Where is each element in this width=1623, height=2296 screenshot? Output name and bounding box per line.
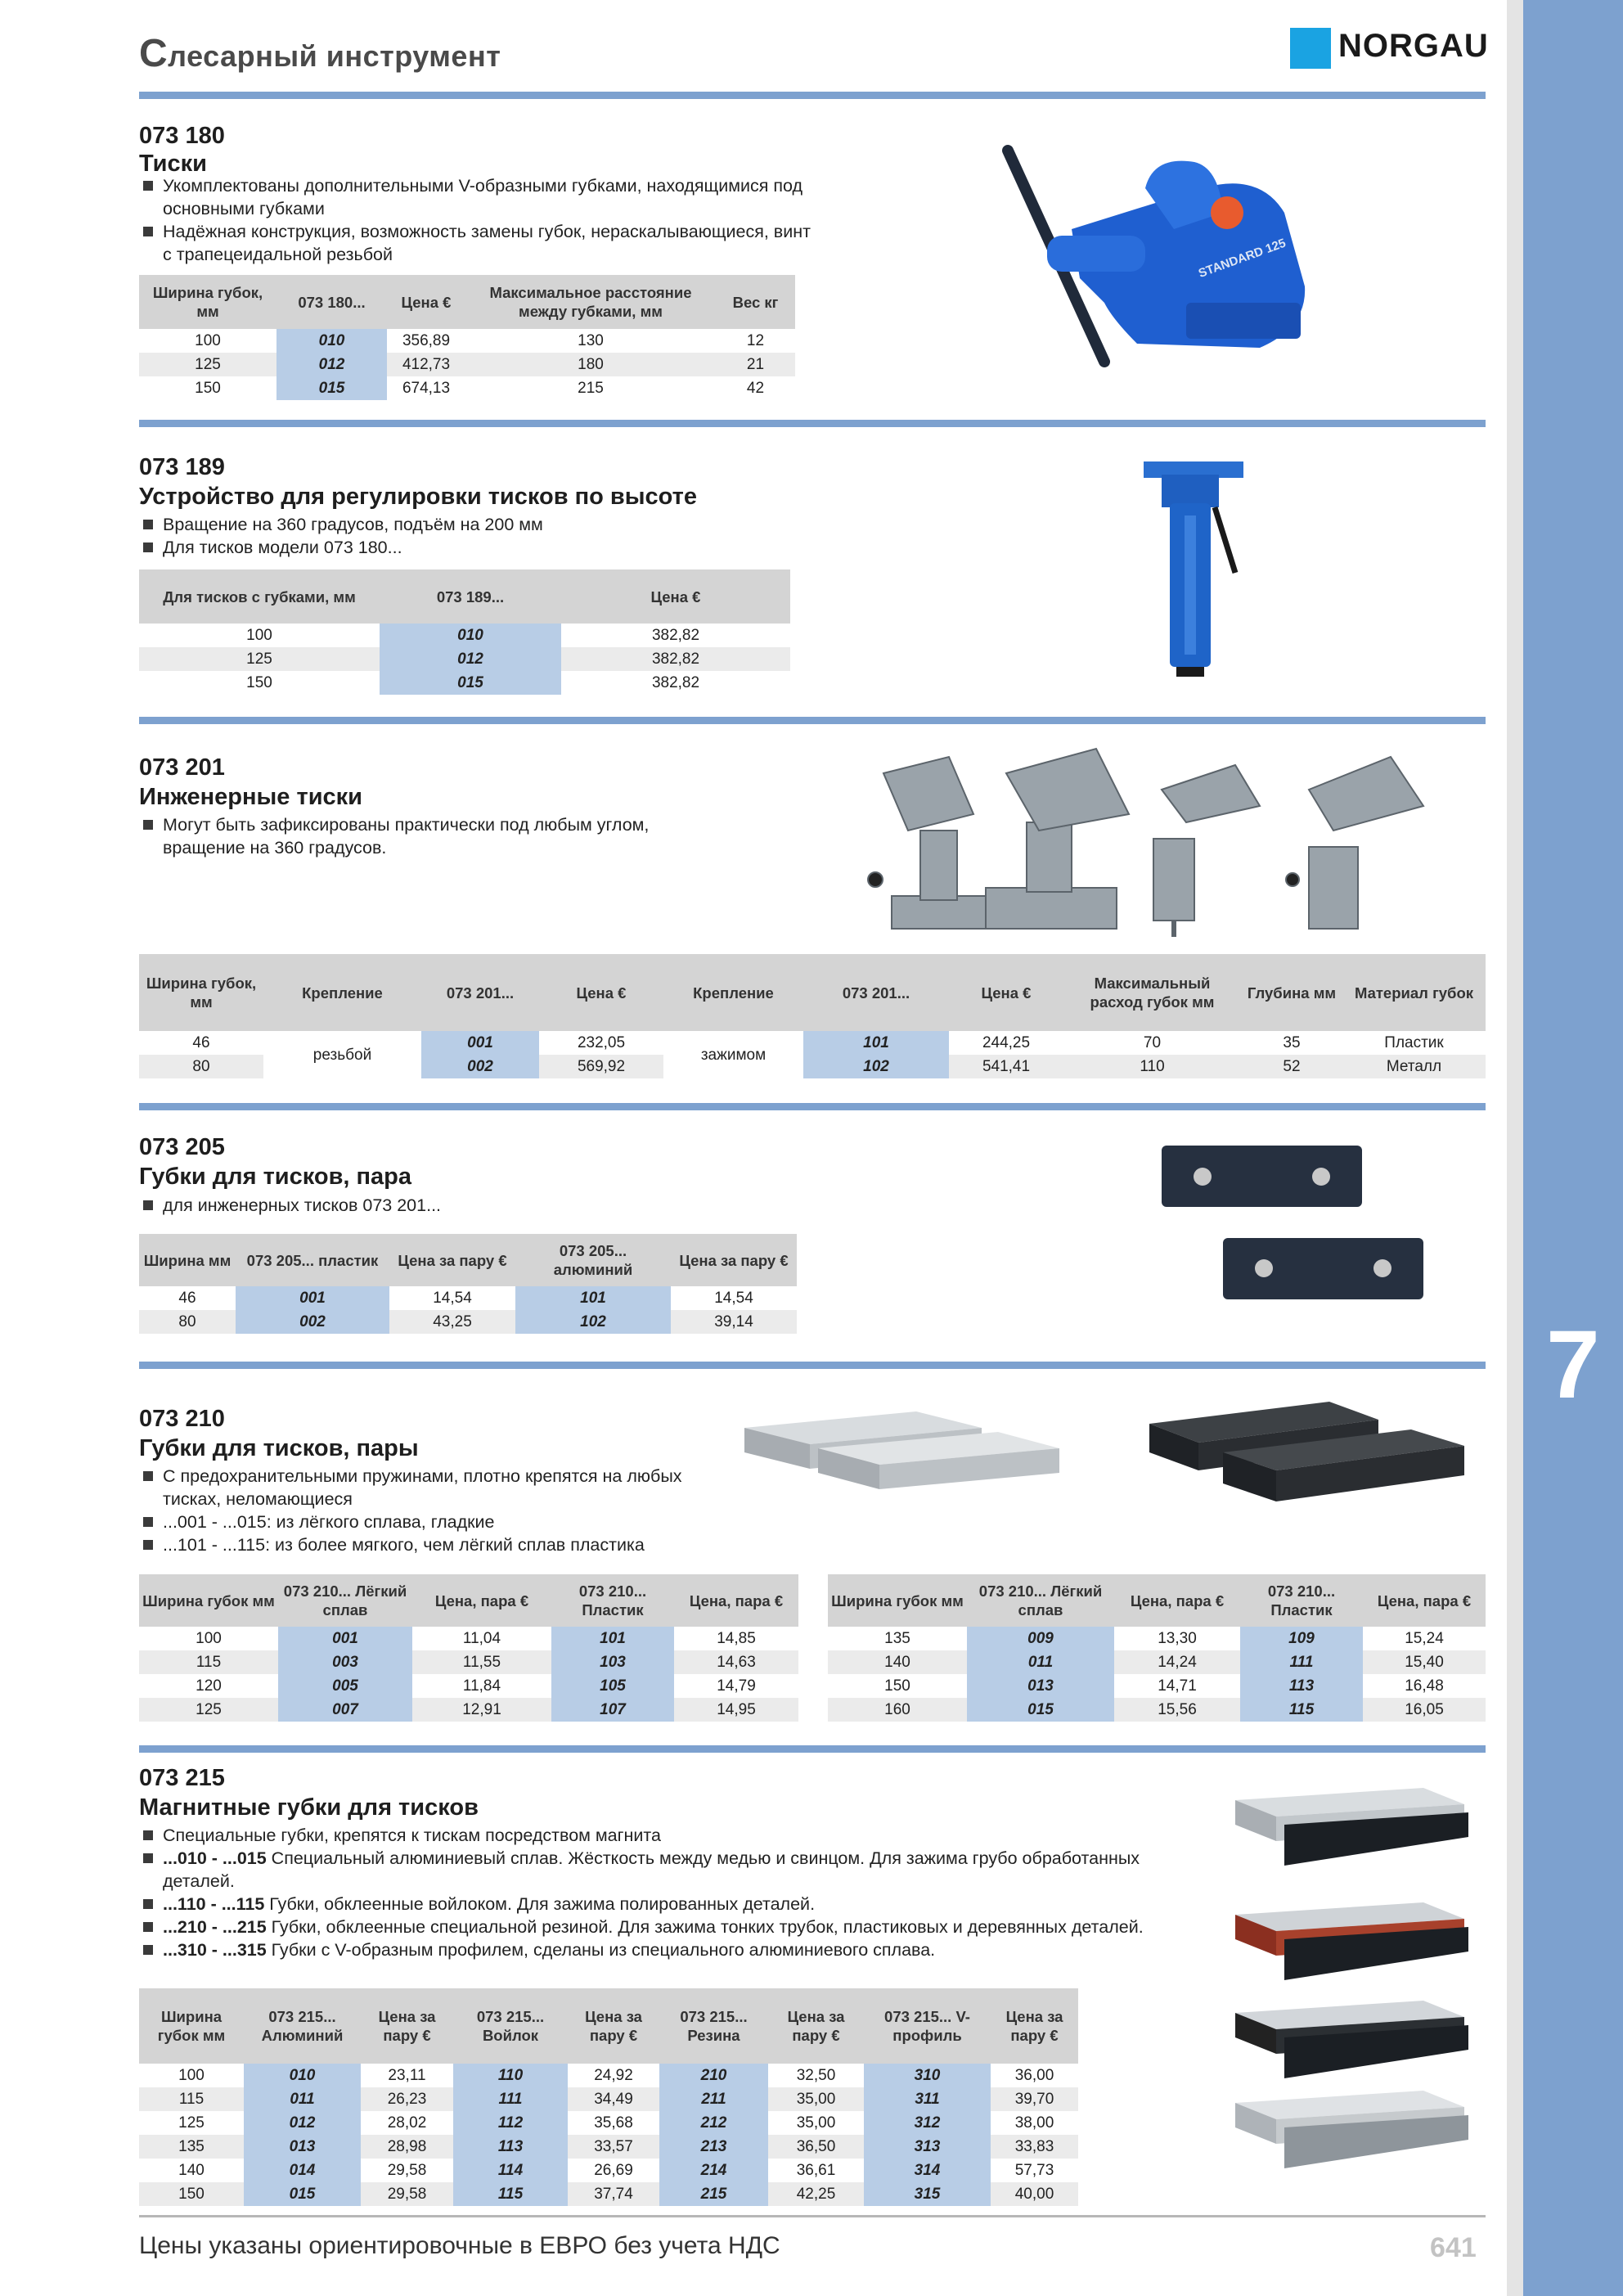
- price-table-073215: [139, 1988, 1078, 2206]
- table-row: [139, 2064, 1078, 2087]
- feature-item: ...001 - ...015: из лёгкого сплава, гладкие: [141, 1510, 713, 1533]
- section-divider: [139, 92, 1486, 99]
- vise-image: [998, 139, 1309, 376]
- footer-note: Цены указаны ориентировочные в ЕВРО без учета НДС: [139, 2232, 780, 2259]
- cell: Металл: [1342, 1055, 1486, 1078]
- table-row: [139, 2111, 1078, 2135]
- article-cell: 103: [551, 1650, 674, 1674]
- feature-range: ...110 - ...115: [163, 1894, 265, 1914]
- price-cell: 14,71: [1158, 1677, 1197, 1695]
- price-cell: 33,57: [568, 2135, 659, 2159]
- page-title-rest: лесарный инструмент: [168, 39, 501, 73]
- cell: 115: [139, 2087, 244, 2111]
- article-cell: 113: [453, 2135, 568, 2159]
- article-cell: 214: [659, 2159, 768, 2182]
- product-code-073201: 073 201: [139, 754, 225, 781]
- col-header: Цена €: [949, 954, 1063, 1031]
- article-cell: 007: [278, 1698, 412, 1722]
- col-header: Крепление: [263, 954, 421, 1031]
- table-row: [139, 671, 790, 695]
- section-divider: [139, 1745, 1486, 1753]
- price-cell: 11,84: [462, 1677, 501, 1695]
- col-header: 073 215... Войлок: [453, 1988, 568, 2064]
- col-header: Цена за пару €: [671, 1234, 797, 1286]
- table-row: [139, 353, 795, 376]
- article-cell: 311: [864, 2087, 991, 2111]
- article-cell: 010: [380, 624, 561, 647]
- price-cell: 674,13: [402, 380, 451, 397]
- footer-divider: [139, 2215, 1486, 2217]
- table-body: [139, 2064, 1078, 2206]
- cell: 100: [196, 1630, 222, 1647]
- col-header: 073 210... Пластик: [551, 1574, 674, 1627]
- price-cell: 12,91: [412, 1698, 551, 1722]
- product-title-engineering-vise: Инженерные тиски: [139, 784, 362, 810]
- price-cell: 541,41: [949, 1055, 1063, 1078]
- article-cell: 215: [659, 2182, 768, 2206]
- col-header: Цена, пара €: [674, 1574, 798, 1627]
- feature-item: Укомплектованы дополнительными V-образными губками, находящимися под основными губками: [141, 174, 820, 220]
- cell: 180: [465, 353, 716, 376]
- jaws-plastic-image: [1141, 1395, 1477, 1518]
- article-cell: 015: [244, 2182, 361, 2206]
- price-cell: 15,24: [1405, 1630, 1444, 1647]
- table-header-row: [139, 1234, 797, 1286]
- feature-list-073189: [141, 513, 820, 559]
- col-header: 073 201...: [803, 954, 949, 1031]
- feature-list-073201: [141, 813, 681, 859]
- price-table-073210-left: [139, 1574, 798, 1722]
- magnetic-jaws-images: [1227, 1784, 1477, 2168]
- price-cell: 26,23: [361, 2087, 453, 2111]
- price-cell: 32,50: [796, 2067, 836, 2084]
- article-cell: 110: [453, 2064, 568, 2087]
- price-cell: 29,58: [387, 2162, 427, 2179]
- feature-text: Губки, обклеенные войлоком. Для зажима полированных деталей.: [264, 1894, 816, 1914]
- table-row: [139, 1286, 797, 1310]
- feature-range: ...010 - ...015: [163, 1848, 267, 1868]
- cell: 115: [139, 1650, 278, 1674]
- table-header-row: [139, 275, 795, 329]
- price-cell: 11,04: [462, 1630, 501, 1647]
- cell: 21: [716, 353, 795, 376]
- article-cell: 210: [659, 2064, 768, 2087]
- col-header: 073 210... Лёгкий сплав: [278, 1574, 412, 1627]
- article-cell: 011: [967, 1650, 1114, 1674]
- feature-item: [141, 1916, 1180, 1938]
- article-cell: 015: [380, 671, 561, 695]
- article-cell: 009: [967, 1627, 1114, 1650]
- col-header: 073 189...: [380, 569, 561, 624]
- price-table-073180: [139, 275, 795, 400]
- col-header: 073 210... Пластик: [1240, 1574, 1363, 1627]
- feature-item: [141, 1847, 1180, 1893]
- col-header: Ширина губок, мм: [139, 275, 276, 329]
- feature-list-073210: [141, 1465, 713, 1556]
- article-cell: 310: [864, 2064, 991, 2087]
- cell: 80: [139, 1310, 236, 1334]
- cell: 100: [195, 332, 221, 349]
- product-code-073189: 073 189: [139, 454, 225, 480]
- section-divider: [139, 420, 1486, 427]
- col-header: 073 215... V-профиль: [864, 1988, 991, 2064]
- section-divider: [139, 717, 1486, 724]
- product-code-073215: 073 215: [139, 1765, 225, 1791]
- cell: 70: [1143, 1034, 1162, 1051]
- article-cell: 001: [278, 1627, 412, 1650]
- col-header: Ширина губок мм: [828, 1574, 967, 1627]
- article-cell: 005: [278, 1674, 412, 1698]
- col-header: Цена за пару €: [768, 1988, 864, 2064]
- col-header: Глубина мм: [1241, 954, 1342, 1031]
- article-cell: 115: [1240, 1698, 1363, 1722]
- feature-text: Специальные губки, крепятся к тискам посредством магнита: [163, 1826, 661, 1845]
- feature-item: Вращение на 360 градусов, подъём на 200 мм: [141, 513, 820, 536]
- price-cell: 13,30: [1158, 1630, 1197, 1647]
- table-row: [139, 2182, 1078, 2206]
- cell: 135: [139, 2135, 244, 2159]
- price-cell: 28,02: [387, 2114, 427, 2132]
- price-cell: 36,61: [796, 2162, 836, 2179]
- article-cell: 101: [515, 1286, 671, 1310]
- col-header: Цена за пару €: [389, 1234, 515, 1286]
- cell: 125: [178, 2114, 205, 2132]
- price-cell: 14,54: [714, 1290, 753, 1307]
- cell: 150: [884, 1677, 910, 1695]
- cell: 150: [195, 380, 221, 397]
- product-title-magnetic-jaws: Магнитные губки для тисков: [139, 1794, 479, 1821]
- cell: 130: [578, 332, 604, 349]
- article-cell: 003: [278, 1650, 412, 1674]
- price-cell: 26,69: [594, 2162, 633, 2179]
- article-cell: 109: [1240, 1627, 1363, 1650]
- side-band-grey: [1507, 0, 1523, 2296]
- article-cell: 211: [659, 2087, 768, 2111]
- col-header: Цена, пара €: [1114, 1574, 1240, 1627]
- price-cell: 14,95: [674, 1698, 798, 1722]
- article-cell: 314: [864, 2159, 991, 2182]
- price-cell: 244,25: [982, 1034, 1031, 1051]
- cell: 125: [139, 353, 276, 376]
- article-cell: 002: [236, 1310, 389, 1334]
- article-cell: 313: [864, 2135, 991, 2159]
- col-header: Ширина губок, мм: [139, 954, 263, 1031]
- price-cell: 15,40: [1363, 1650, 1486, 1674]
- article-cell: 213: [659, 2135, 768, 2159]
- article-cell: 012: [380, 647, 561, 671]
- vise-model-label: STANDARD 125: [1196, 236, 1288, 281]
- col-header: Цена за пару €: [361, 1988, 453, 2064]
- table-row: [139, 647, 790, 671]
- article-cell: 013: [967, 1674, 1114, 1698]
- article-cell: 102: [803, 1055, 949, 1078]
- col-header: 073 210... Лёгкий сплав: [967, 1574, 1114, 1627]
- col-header: Цена за пару €: [568, 1988, 659, 2064]
- feature-item: Надёжная конструкция, возможность замены губок, нераскалывающиеся, винт с трапецеидальной резьбой: [141, 220, 820, 266]
- price-cell: 232,05: [577, 1034, 626, 1051]
- price-cell: 39,70: [991, 2087, 1078, 2111]
- chapter-number: 7: [1546, 1311, 1600, 1419]
- price-cell: 14,63: [674, 1650, 798, 1674]
- article-cell: 113: [1240, 1674, 1363, 1698]
- article-cell: 001: [421, 1031, 539, 1055]
- cell: 42: [746, 380, 765, 397]
- price-cell: 14,85: [717, 1630, 756, 1647]
- price-cell: 356,89: [402, 332, 451, 349]
- feature-text: Губки, обклеенные специальной резиной. Для зажима тонких трубок, пластиковых и деревянных деталей.: [266, 1917, 1144, 1937]
- product-title-jaws-pairs: Губки для тисков, пары: [139, 1435, 419, 1461]
- col-header: Ширина губок мм: [139, 1574, 278, 1627]
- col-header: Цена €: [539, 954, 663, 1031]
- cell: 52: [1241, 1055, 1342, 1078]
- feature-item: С предохранительными пружинами, плотно крепятся на любых тисках, неломающиеся: [141, 1465, 713, 1510]
- price-cell: 24,92: [594, 2067, 633, 2084]
- col-header: 073 180...: [276, 275, 387, 329]
- table-row: [139, 1650, 798, 1674]
- table-row: [139, 1031, 1486, 1055]
- price-cell: 34,49: [568, 2087, 659, 2111]
- col-header: Вес кг: [716, 275, 795, 329]
- feature-text: Губки с V-образным профилем, сделаны из специального алюминиевого сплава.: [266, 1940, 936, 1960]
- col-header: Максимальный расход губок мм: [1063, 954, 1241, 1031]
- cell: 80: [139, 1055, 263, 1078]
- col-header: Цена за пару €: [991, 1988, 1078, 2064]
- article-cell: 015: [967, 1698, 1114, 1722]
- price-cell: 11,55: [412, 1650, 551, 1674]
- col-header: Для тисков с губками, мм: [139, 569, 380, 624]
- article-cell: 013: [244, 2135, 361, 2159]
- product-title-jaws-pair: Губки для тисков, пара: [139, 1164, 412, 1190]
- col-header: Максимальное расстояние между губками, мм: [465, 275, 716, 329]
- table-header-row: [828, 1574, 1486, 1627]
- article-cell: 011: [244, 2087, 361, 2111]
- article-cell: 312: [864, 2111, 991, 2135]
- price-cell: 412,73: [387, 353, 465, 376]
- engineering-vise-images: [851, 741, 1456, 941]
- table-row: [139, 1627, 798, 1650]
- price-cell: 42,25: [768, 2182, 864, 2206]
- price-cell: 29,58: [361, 2182, 453, 2206]
- price-cell: 33,83: [991, 2135, 1078, 2159]
- article-cell: 010: [244, 2064, 361, 2087]
- price-cell: 569,92: [539, 1055, 663, 1078]
- price-cell: 35,00: [768, 2087, 864, 2111]
- price-cell: 43,25: [389, 1310, 515, 1334]
- col-header: 073 205... алюминий: [515, 1234, 671, 1286]
- article-cell: 012: [276, 353, 387, 376]
- price-cell: 14,54: [433, 1290, 472, 1307]
- col-header: Материал губок: [1342, 954, 1486, 1031]
- table-header-row: [139, 954, 1486, 1031]
- article-cell: 105: [551, 1674, 674, 1698]
- feature-item: для инженерных тисков 073 201...: [141, 1194, 681, 1217]
- price-table-073205: [139, 1234, 797, 1334]
- cell: 150: [139, 2182, 244, 2206]
- cell: 120: [196, 1677, 222, 1695]
- product-code-073205: 073 205: [139, 1134, 225, 1160]
- table-row: [139, 2087, 1078, 2111]
- feature-list-073215: [141, 1824, 1180, 1961]
- price-cell: 36,00: [1014, 2067, 1054, 2084]
- cell: 35: [1283, 1034, 1301, 1051]
- table-row: [139, 2159, 1078, 2182]
- price-cell: 38,00: [1014, 2114, 1054, 2132]
- cell: 150: [246, 674, 272, 691]
- cell: 125: [139, 647, 380, 671]
- cell: 125: [139, 1698, 278, 1722]
- price-table-073189: [139, 569, 790, 695]
- product-title-vise: Тиски: [139, 151, 207, 177]
- article-cell: 107: [551, 1698, 674, 1722]
- cell: 46: [192, 1034, 210, 1051]
- col-header: Крепление: [663, 954, 803, 1031]
- article-cell: 101: [803, 1031, 949, 1055]
- price-table-073201: [139, 954, 1486, 1078]
- brand-logo-text: NORGAU: [1338, 28, 1489, 64]
- table-row: [139, 2135, 1078, 2159]
- price-cell: 35,68: [594, 2114, 633, 2132]
- mount-type-cell: резьбой: [263, 1031, 421, 1078]
- price-cell: 16,48: [1405, 1677, 1444, 1695]
- col-header: Цена, пара €: [1363, 1574, 1486, 1627]
- col-header: 073 215... Резина: [659, 1988, 768, 2064]
- article-cell: 114: [453, 2159, 568, 2182]
- price-cell: 382,82: [651, 674, 700, 691]
- price-cell: 14,24: [1114, 1650, 1240, 1674]
- table-row: [828, 1627, 1486, 1650]
- col-header: 073 215... Алюминий: [244, 1988, 361, 2064]
- article-cell: 212: [659, 2111, 768, 2135]
- table-row: [139, 624, 790, 647]
- article-cell: 014: [244, 2159, 361, 2182]
- price-cell: 23,11: [388, 2067, 426, 2084]
- section-divider: [139, 1103, 1486, 1110]
- section-divider: [139, 1362, 1486, 1369]
- feature-item: ...101 - ...115: из более мягкого, чем лёгкий сплав пластика: [141, 1533, 713, 1556]
- jaws-light-alloy-image: [736, 1403, 1063, 1510]
- price-cell: 382,82: [561, 647, 790, 671]
- side-band: [1523, 0, 1623, 2296]
- feature-range: ...310 - ...315: [163, 1940, 267, 1960]
- col-header: Ширина губок мм: [139, 1988, 244, 2064]
- col-header: Цена, пара €: [412, 1574, 551, 1627]
- col-header: Цена €: [561, 569, 790, 624]
- price-cell: 382,82: [651, 627, 700, 644]
- cell: 140: [178, 2162, 205, 2179]
- price-cell: 40,00: [991, 2182, 1078, 2206]
- col-header: 073 201...: [421, 954, 539, 1031]
- cell: 160: [828, 1698, 967, 1722]
- article-cell: 010: [276, 329, 387, 353]
- page-title-initial: С: [139, 32, 169, 75]
- table-header-row: [139, 1574, 798, 1627]
- feature-text: Специальный алюминиевый сплав. Жёсткость между медью и свинцом. Для зажима грубо обработанных деталей.: [163, 1848, 1140, 1891]
- feature-item: [141, 1893, 1180, 1916]
- article-cell: 102: [515, 1310, 671, 1334]
- cell: 135: [884, 1630, 910, 1647]
- table-row: [139, 376, 795, 400]
- article-cell: 015: [276, 376, 387, 400]
- table-row: [139, 1674, 798, 1698]
- price-cell: 39,14: [671, 1310, 797, 1334]
- table-row: [828, 1650, 1486, 1674]
- price-cell: 16,05: [1363, 1698, 1486, 1722]
- article-cell: 001: [236, 1286, 389, 1310]
- table-row: [139, 1698, 798, 1722]
- article-cell: 002: [421, 1055, 539, 1078]
- col-header: Ширина мм: [139, 1234, 236, 1286]
- feature-list-073205: [141, 1194, 681, 1217]
- cell: 100: [178, 2067, 205, 2084]
- table-row: [828, 1698, 1486, 1722]
- feature-item: [141, 1938, 1180, 1961]
- price-table-073210-right: [828, 1574, 1486, 1722]
- cell: Пластик: [1384, 1034, 1444, 1051]
- cell: 110: [1063, 1055, 1241, 1078]
- feature-item: [141, 1824, 1180, 1847]
- article-cell: 315: [864, 2182, 991, 2206]
- price-cell: 36,50: [768, 2135, 864, 2159]
- price-cell: 15,56: [1114, 1698, 1240, 1722]
- col-header: Цена €: [387, 275, 465, 329]
- cell: 140: [828, 1650, 967, 1674]
- height-adjuster-image: [1137, 458, 1252, 679]
- feature-item: Для тисков модели 073 180...: [141, 536, 820, 559]
- article-cell: 111: [1240, 1650, 1363, 1674]
- product-title-height-adjuster: Устройство для регулировки тисков по высоте: [139, 484, 697, 510]
- cell: 12: [746, 332, 765, 349]
- product-code-073180: 073 180: [139, 123, 225, 149]
- price-cell: 37,74: [568, 2182, 659, 2206]
- mount-type-cell: зажимом: [663, 1031, 803, 1078]
- cell: 46: [178, 1290, 196, 1307]
- price-cell: 57,73: [1014, 2162, 1054, 2179]
- page-number: 641: [1430, 2232, 1477, 2263]
- price-cell: 35,00: [796, 2114, 836, 2132]
- table-row: [139, 329, 795, 353]
- jaws-pair-image: [1158, 1141, 1427, 1305]
- product-code-073210: 073 210: [139, 1406, 225, 1432]
- article-cell: 115: [453, 2182, 568, 2206]
- cell: 100: [246, 627, 272, 644]
- table-header-row: [139, 1988, 1078, 2064]
- brand-logo-square: [1290, 28, 1331, 69]
- price-cell: 14,79: [717, 1677, 756, 1695]
- table-row: [139, 1310, 797, 1334]
- col-header: 073 205... пластик: [236, 1234, 389, 1286]
- article-cell: 112: [453, 2111, 568, 2135]
- article-cell: 111: [453, 2087, 568, 2111]
- price-cell: 28,98: [361, 2135, 453, 2159]
- page-title: [139, 31, 501, 76]
- article-cell: 012: [244, 2111, 361, 2135]
- article-cell: 101: [551, 1627, 674, 1650]
- table-row: [828, 1674, 1486, 1698]
- feature-item: Могут быть зафиксированы практически под любым углом, вращение на 360 градусов.: [141, 813, 681, 859]
- feature-list-073180: [141, 174, 820, 266]
- feature-range: ...210 - ...215: [163, 1917, 267, 1937]
- table-header-row: [139, 569, 790, 624]
- cell: 215: [578, 380, 604, 397]
